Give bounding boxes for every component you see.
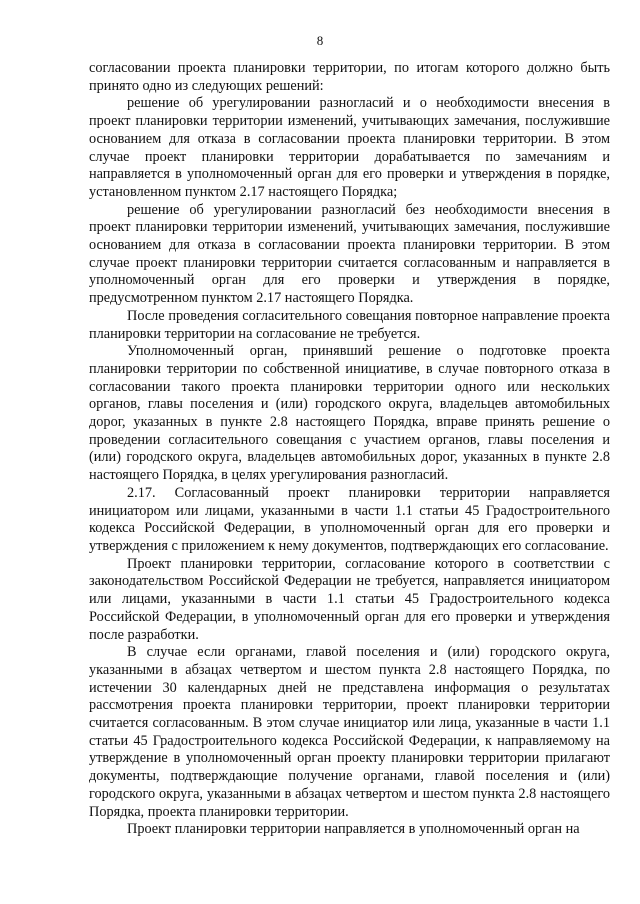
paragraph: В случае если органами, главой поселения и (или) городского округа, указанными в абзацах четвертом и шестом пункта 2.8 настоящего Порядка, по истечении 30 календарных дней не представлена информация о результатах рассмотрения проекта планировки территории, проект планировки территории считается согласованным. В этом случае инициатор или лица, указанные в части 1.1 статьи 45 Градостроительного кодекса Российской Федерации, к направляемому на утверждение в уполномоченный орган проекту планировки территории прилагают документы, подтверждающие получение органами, главой поселения и (или) городского округа, указанными в абзацах четвертом и шестом пункта 2.8 настоящего Порядка, проекта планировки территории. bbox=[89, 644, 610, 820]
page-number: 8 bbox=[316, 33, 324, 48]
paragraph: согласовании проекта планировки территории, по итогам которого должно быть принято одно из следующих решений: bbox=[89, 60, 610, 94]
paragraph: 2.17. Согласованный проект планировки территории направляется инициатором или лицами, указанными в части 1.1 статьи 45 Градостроительного кодекса Российской Федерации, в уполномоченный орган для его проверки и утверждения с приложением к нему документов, подтверждающих его согласование. bbox=[89, 484, 610, 554]
paragraph: решение об урегулировании разногласий без необходимости внесения в проект планировки территории изменений, учитывающих замечания, послужившие основанием для отказа в согласовании проекта планировки территории. В этом случае проект планировки территории считается согласованным и направляется в уполномоченный орган для его проверки и утверждения в порядке, предусмотренном пунктом 2.17 настоящего Порядка. bbox=[89, 201, 610, 307]
paragraph: Уполномоченный орган, принявший решение о подготовке проекта планировки территории по собственной инициативе, в случае повторного отказа в согласовании такого проекта планировки территории одного или нескольких органов, главы поселения и (или) городского округа, владельцев автомобильных дорог, указанных в пункте 2.8 настоящего Порядка, вправе принять решение о проведении согласительного совещания с участием органов, главы поселения и (или) городского округа, владельцев автомобильных дорог, указанных в пункте 2.8 настоящего Порядка, в целях урегулирования разногласий. bbox=[89, 343, 610, 484]
document-body bbox=[89, 60, 610, 839]
paragraph: Проект планировки территории, согласование которого в соответствии с законодательством Российской Федерации не требуется, направляется инициатором или лицами, указанными в части 1.1 статьи 45 Градостроительного кодекса Российской Федерации, в уполномоченный орган для его проверки и утверждения после разработки. bbox=[89, 555, 610, 643]
paragraph: решение об урегулировании разногласий и о необходимости внесения в проект планировки территории изменений, учитывающих замечания, послужившие основанием для отказа в согласовании проекта планировки территории. В этом случае проект планировки территории дорабатывается по замечаниям и направляется в уполномоченный орган для его проверки и утверждения в порядке, установленном пунктом 2.17 настоящего Порядка; bbox=[89, 95, 610, 200]
paragraph: После проведения согласительного совещания повторное направление проекта планировки территории на согласование не требуется. bbox=[89, 307, 610, 342]
paragraph: Проект планировки территории направляется в уполномоченный орган на bbox=[127, 821, 580, 838]
